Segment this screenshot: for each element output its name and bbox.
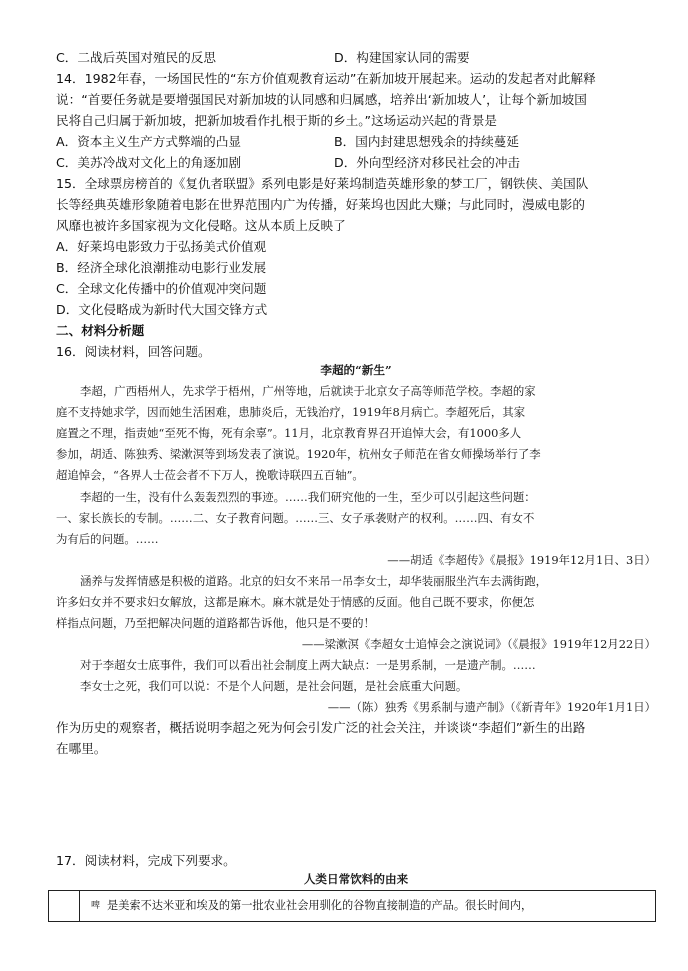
q16-p4-line1: 对于李超女士底事件，我们可以看出社会制度上两大缺点：一是男系制，一是遗产制。…… [80,658,536,672]
q16-intro: 16．阅读材料，回答问题。 [56,344,211,359]
q16-material-title: 李超的“新生” [320,363,392,377]
q15-option-d[interactable]: D．文化侵略成为新时代大国交锋方式 [56,302,268,317]
q16-p2-line1: 李超的一生，没有什么轰轰烈烈的事迹。……我们研究他的一生，至少可以引起这些问题： [80,490,536,504]
q14-option-c[interactable]: C．美苏冷战对文化上的角逐加剧 [56,155,242,170]
q16-question-line1: 作为历史的观察者，概括说明李超之死为何会引发广泛的社会关注，并谈谈“李超们”新生的出路 [56,720,586,735]
q14-stem-line3: 民将自己归属于新加坡，把新加坡看作扎根于斯的乡土。”这场运动兴起的背景是 [56,113,498,128]
q16-p3-line2: 许多妇女并不要求妇女解放，这都是麻木。麻木就是处于情感的反面。他自己既不要求，你便怎 [56,595,535,609]
q13-option-c[interactable]: C．二战后英国对殖民的反思 [56,50,216,65]
q17-material-title: 人类日常饮料的由来 [303,872,409,886]
q14-option-b[interactable]: B．国内封建思想残余的持续蔓延 [334,134,519,149]
q16-source-3: ——（陈）独秀《男系制与遗产制》（《新青年》1920年1月1日） [327,700,656,714]
q16-p2-line3: 为有后的问题。…… [56,532,159,546]
q15-option-c[interactable]: C．全球文化传播中的价值观冲突问题 [56,281,267,296]
q17-table-marker: 啤 [91,901,101,911]
q14-options-cd [56,154,656,171]
q14-stem-line1: 14．1982年春，一场国民性的“东方价值观教育运动”在新加坡开展起来。运动的发起者对此解释 [56,71,596,86]
q17-table-text: 是美索不达米亚和埃及的第一批农业社会用驯化的谷物直接制造的产品。很长时间内， [107,899,533,912]
q16-answer-space[interactable] [56,762,656,842]
q15-stem-line2: 长等经典英雄形象随着电影在世界范围内广为传播，好莱坞也因此大赚；与此同时，漫威电影的 [56,197,585,212]
q16-p2-line2: 一、家长族长的专制。……二、女子教育问题。……三、女子承袭财产的权利。……四、有女不 [56,511,535,525]
q17-table-left-cell [49,891,80,921]
q13-options-cd [56,49,656,66]
q14-stem-line2: 说：“首要任务就是要增强国民对新加坡的认同感和归属感，培养出‘新加坡人’，让每个新加坡国 [56,92,587,107]
q16-p3-line1: 涵养与发挥情感是积极的道路。北京的妇女不来吊一吊李女士，却华装丽服坐汽车去满街跑， [80,574,548,588]
q16-p1-line3: 庭置之不理，指责她“至死不悔，死有余辜”。11月，北京教育界召开追悼大会，有1000多人 [56,426,522,440]
q13-option-d[interactable]: D．构建国家认同的需要 [334,50,470,65]
q16-source-1: ——胡适《李超传》《晨报》1919年12月1日、3日） [387,553,656,567]
q16-p1-line5: 超追悼会，“各界人士莅会者不下万人，挽歌诗联四五百轴”。 [56,468,364,482]
q14-option-d[interactable]: D．外向型经济对移民社会的冲击 [334,155,521,170]
q15-option-a[interactable]: A．好莱坞电影致力于弘扬美式价值观 [56,239,267,254]
q17-material-table [48,890,656,922]
section-title: 二、材料分析题 [56,323,145,338]
q14-option-a[interactable]: A．资本主义生产方式弊端的凸显 [56,134,241,149]
q16-question-line2: 在哪里。 [56,741,107,756]
q15-stem-line3: 风靡也被许多国家视为文化侵略。这从本质上反映了 [56,218,346,233]
q15-option-b[interactable]: B．经济全球化浪潮推动电影行业发展 [56,260,267,275]
q14-options-ab [56,133,656,150]
q17-intro: 17．阅读材料，完成下列要求。 [56,853,236,868]
q16-p1-line1: 李超，广西梧州人，先求学于梧州，广州等地，后就读于北京女子高等师范学校。李超的家 [80,384,536,398]
q16-source-2: ——梁漱溟《李超女士追悼会之演说词》（《晨报》1919年12月22日） [301,637,656,651]
q15-stem-line1: 15．全球票房榜首的《复仇者联盟》系列电影是好莱坞制造英雄形象的梦工厂，钢铁侠、美国队 [56,176,589,191]
q16-p3-line3: 样指点问题，乃至把解决问题的道路都告诉他，他只是不要的！ [56,616,375,630]
q16-p4-line2: 李女士之死，我们可以说：不是个人问题，是社会问题，是社会底重大问题。 [80,679,468,693]
q16-p1-line2: 庭不支持她求学，因而她生活困难，患肺炎后，无钱治疗，1919年8月病亡。李超死后，其家 [56,405,526,419]
q16-p1-line4: 参加，胡适、陈独秀、梁漱溟等到场发表了演说。1920年，杭州女子师范在省女师操场举行了李 [56,447,541,461]
